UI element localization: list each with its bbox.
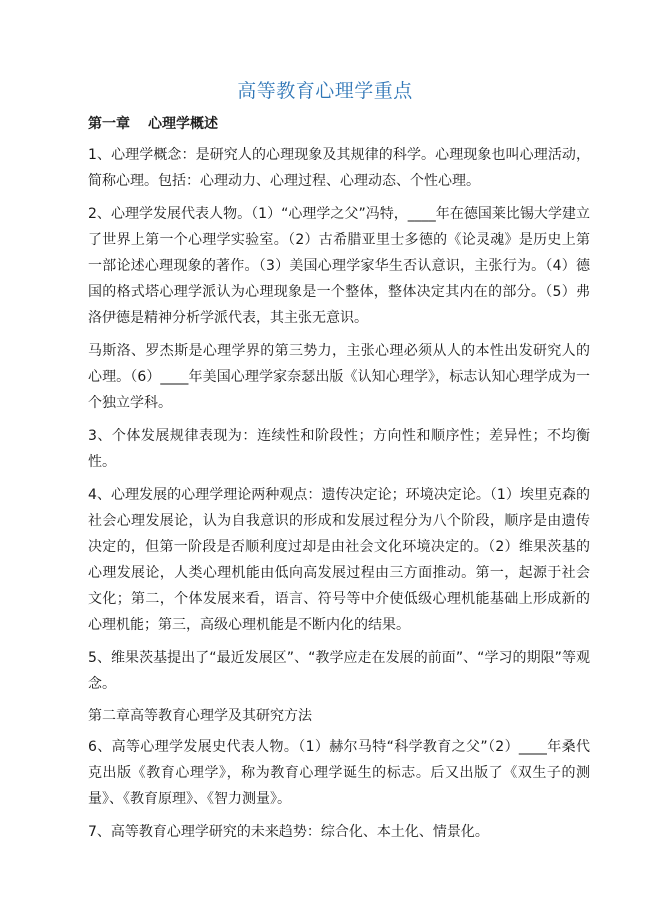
paragraph-4: 4、心理发展的心理学理论两种观点：遗传决定论；环境决定论。（1）埃里克森的社会心理发展论，认为自我意识的形成和发展过程分为八个阶段，顺序是由遗传决定的，但第一阶段是否顺利度过却是由社会文化环境决定的。（2）维果茨基的心理发展论，人类心理机能由低向高发展过程由三方面推动。第一，起源于社会文化；第二，个体发展来看，语言、符号等中介使低级心理机能基础上形成新的心理机能；第三，高级心理机能是不断内化的结果。	[88, 487, 590, 633]
paragraph-1: 1、心理学概念：是研究人的心理现象及其规律的科学。心理现象也叫心理活动，简称心理。包括：心理动力、心理过程、心理动态、个性心理。	[88, 147, 590, 189]
chapter-2-heading: 第二章高等教育心理学及其研究方法	[88, 708, 312, 724]
paragraph-2: 2、心理学发展代表人物。（1）“心理学之父”冯特，____年在德国莱比锡大学建立了世界上第一个心理学实验室。（2）古希腊亚里士多德的《论灵魂》是历史上第一部论述心理现象的著作。（3）美国心理学家华生否认意识，主张行为。（4）德国的格式塔心理学派认为心理现象是一个整体，整体决定其内在的部分。（5）弗洛伊德是精神分析学派代表，其主张无意识。	[88, 206, 590, 326]
paragraph-3: 3、个体发展规律表现为：连续性和阶段性；方向性和顺序性；差异性；不均衡性。	[88, 428, 590, 470]
chapter-1-heading	[88, 112, 590, 136]
paragraph-5: 5、维果茨基提出了“最近发展区”、“教学应走在发展的前面”、“学习的期限”等观念。	[88, 650, 590, 692]
paragraph-7: 7、高等教育心理学研究的未来趋势：综合化、本土化、情景化。	[88, 824, 489, 840]
paragraph-6: 6、高等心理学发展史代表人物。（1）赫尔马特“科学教育之父”（2）____年桑代克出版《教育心理学》，称为教育心理学诞生的标志。后又出版了《双生子的测量》、《教育原理》、《智力测量》。	[88, 739, 590, 807]
paragraph-2-continued: 马斯洛、罗杰斯是心理学界的第三势力，主张心理必须从人的本性出发研究人的心理。（6）____年美国心理学家奈瑟出版《认知心理学》，标志认知心理学成为一个独立学科。	[88, 343, 590, 411]
chapter-1-number: 第一章	[88, 116, 130, 132]
document-title: 高等教育心理学重点	[237, 80, 413, 102]
chapter-1-name: 心理学概述	[148, 116, 218, 132]
